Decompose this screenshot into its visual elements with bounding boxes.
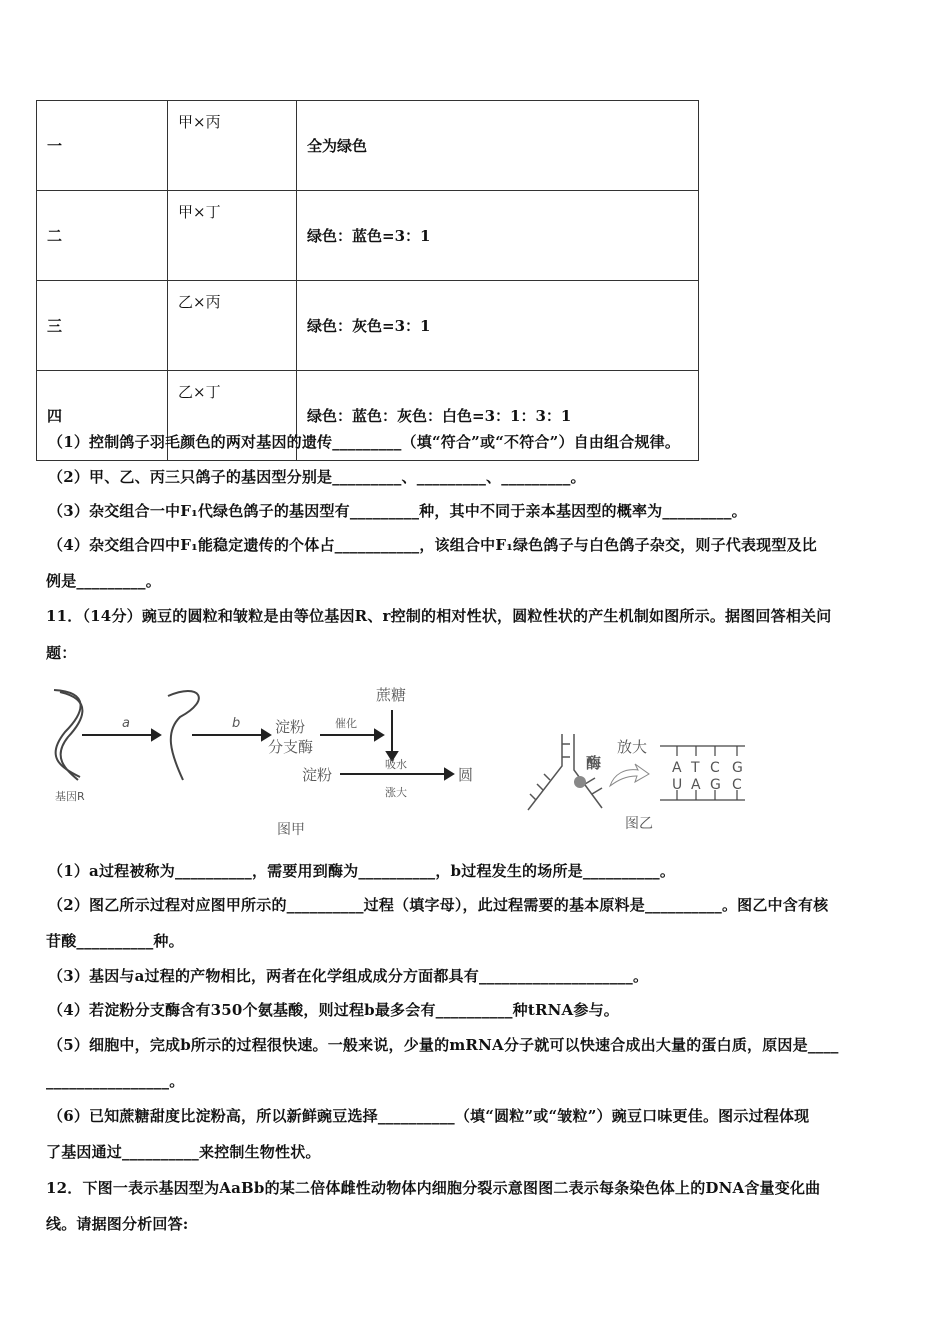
ribosome-icon [574, 776, 586, 788]
q11-line-4: （3）基因与a过程的产物相比，两者在化学组成成分方面都具有____________________。 [48, 967, 649, 985]
table-row [37, 281, 699, 371]
base-top: T [691, 760, 700, 776]
cross-cell: 甲×丙 [168, 101, 297, 191]
group-cell: 二 [37, 191, 168, 281]
enzyme-label-2: 分支酶 [268, 738, 314, 756]
arrow-a-label: a [122, 716, 130, 731]
q10-line-4: （4）杂交组合四中F₁能稳定遗传的个体占___________，该组合中F₁绿色鸽子与白色鸽子杂交，则子代表现型及比 [48, 536, 817, 554]
result-cell: 绿色：蓝色：灰色：白色=3：1：3：1 [297, 371, 699, 461]
starch-label: 淀粉 [302, 766, 333, 784]
table-row [37, 101, 699, 191]
q11-line-2: （2）图乙所示过程对应图甲所示的__________过程（填字母），此过程需要的基本原料是__________。图乙中含有核 [48, 896, 829, 914]
table-row [37, 191, 699, 281]
q11-line-9: 了基因通过__________来控制生物性状。 [46, 1143, 321, 1161]
gene-label: 基因R [55, 790, 85, 803]
cross-cell: 乙×丁 [168, 371, 297, 461]
gene-dna-icon [54, 690, 82, 780]
group-cell: 四 [37, 371, 168, 461]
q11-stem-1: 11．（14分）豌豆的圆粒和皱粒是由等位基因R、r控制的相对性状，圆粒性状的产生机制如图所示。据图回答相关问 [46, 607, 832, 625]
round-label: 圆 [458, 766, 474, 784]
q10-line-1: （1）控制鸽子羽毛颜色的两对基因的遗传_________（填“符合”或“不符合”）自由组合规律。 [48, 433, 681, 451]
base-bottom: C [732, 777, 742, 793]
cross-results-table [36, 100, 699, 461]
base-top: C [710, 760, 720, 776]
swell-label: 涨大 [385, 786, 407, 799]
q10-line-3: （3）杂交组合一中F₁代绿色鸽子的基因型有_________种，其中不同于亲本基因型的概率为_________。 [48, 502, 747, 520]
sucrose-label: 蔗糖 [376, 686, 407, 704]
magnify-label: 放大 [617, 738, 648, 756]
catalyze-label: 催化 [335, 717, 357, 730]
result-cell: 全为绿色 [297, 101, 699, 191]
base-top: A [672, 760, 682, 776]
base-bottom: G [710, 777, 721, 793]
q11-line-1: （1）a过程被称为__________，需要用到酶为__________，b过程发生的场所是__________。 [48, 862, 676, 880]
group-cell: 一 [37, 101, 168, 191]
q11-line-3: 苷酸__________种。 [46, 932, 184, 950]
q10-line-5: 例是_________。 [46, 572, 161, 590]
cross-cell: 乙×丙 [168, 281, 297, 371]
q10-line-2: （2）甲、乙、丙三只鸽子的基因型分别是_________、_________、_________。 [48, 468, 586, 486]
group-cell: 三 [37, 281, 168, 371]
figure-a-caption: 图甲 [277, 822, 305, 838]
enzyme-label: 酶 [586, 754, 602, 772]
arrow-b-label: b [232, 716, 241, 731]
absorb-label: 吸水 [385, 758, 407, 771]
figure-b-caption: 图乙 [625, 816, 653, 832]
magnify-arrow-icon [610, 764, 649, 786]
q11-line-6: （5）细胞中，完成b所示的过程很快速。一般来说，少量的mRNA分子就可以快速合成出大量的蛋白质，原因是____ [48, 1036, 839, 1054]
q12-line-2: 线。请据图分析回答: [46, 1215, 189, 1233]
q12-line-1: 12．下图一表示基因型为AaBb的某二倍体雌性动物体内细胞分裂示意图图二表示每条染色体上的DNA含量变化曲 [46, 1179, 821, 1197]
q11-line-8: （6）已知蔗糖甜度比淀粉高，所以新鲜豌豆选择__________（填“圆粒”或“皱粒”）豌豆口味更佳。图示过程体现 [48, 1107, 810, 1125]
enzyme-label-1: 淀粉 [275, 718, 306, 736]
q11-line-5: （4）若淀粉分支酶含有350个氨基酸，则过程b最多会有__________种tRNA参与。 [48, 1001, 619, 1019]
base-top: G [732, 760, 743, 776]
cross-cell: 甲×丁 [168, 191, 297, 281]
base-bottom: A [691, 777, 701, 793]
figure-diagram [40, 672, 760, 842]
result-cell: 绿色：蓝色=3：1 [297, 191, 699, 281]
q11-stem-2: 题： [46, 644, 77, 662]
base-bottom: U [672, 777, 683, 793]
result-cell: 绿色：灰色=3：1 [297, 281, 699, 371]
translation-diagram-icon [528, 734, 602, 810]
q11-line-7: ________________。 [46, 1072, 185, 1090]
